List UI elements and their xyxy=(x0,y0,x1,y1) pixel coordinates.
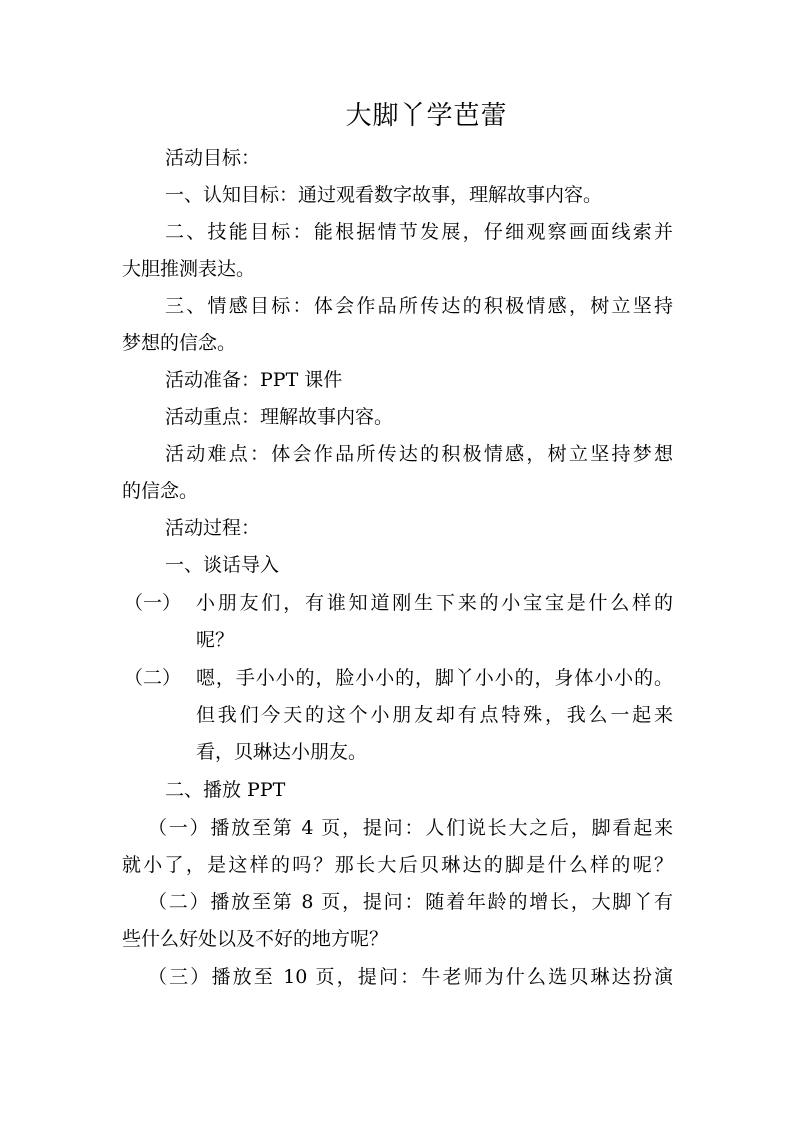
part1-item2-line3: 看，贝琳达小朋友。 xyxy=(196,741,368,763)
goal-skill-line1: 二、技能目标：能根据情节发展，仔细观察画面线索并 xyxy=(165,221,673,243)
part1-item2-line2: 但我们今天的这个小朋友却有点特殊，我么一起来 xyxy=(196,704,673,726)
part2-item2-line2: 些什么好处以及不好的地方呢？ xyxy=(122,928,389,950)
part1-item1-line1: 小朋友们，有谁知道刚生下来的小宝宝是什么样的 xyxy=(196,592,673,614)
part1-item2-number: （二） xyxy=(124,667,182,689)
part2-item1-line1: （一）播放至第 4 页，提问：人们说长大之后，脚看起来 xyxy=(148,817,673,839)
part2-heading: 二、播放 PPT xyxy=(165,779,286,801)
activity-difficulty-line1: 活动难点：体会作品所传达的积极情感，树立坚持梦想 xyxy=(165,443,673,465)
activity-key-point: 活动重点：理解故事内容。 xyxy=(165,406,394,428)
activity-preparation: 活动准备：PPT 课件 xyxy=(165,369,343,391)
activity-difficulty-line2: 的信念。 xyxy=(122,480,199,502)
part1-item2-line1: 嗯，手小小的，脸小小的，脚丫小小的，身体小小的。 xyxy=(196,667,673,689)
process-heading: 活动过程： xyxy=(165,517,261,539)
goals-heading: 活动目标： xyxy=(165,147,261,169)
goal-cognitive: 一、认知目标：通过观看数字故事，理解故事内容。 xyxy=(165,184,603,206)
part1-heading: 一、谈话导入 xyxy=(165,554,280,576)
part1-item1-number: （一） xyxy=(124,592,182,614)
goal-emotion-line2: 梦想的信念。 xyxy=(122,332,237,354)
goal-emotion-line1: 三、情感目标：体会作品所传达的积极情感，树立坚持 xyxy=(165,295,673,317)
document-title: 大脚丫学芭蕾 xyxy=(345,101,508,131)
part2-item2-line1: （二）播放至第 8 页，提问：随着年龄的增长，大脚丫有 xyxy=(148,891,673,913)
part2-item1-line2: 就小了，是这样的吗？那长大后贝琳达的脚是什么样的呢？ xyxy=(122,854,673,876)
goal-skill-line2: 大胆推测表达。 xyxy=(122,258,256,280)
part2-item3-line1: （三）播放至 10 页，提问：牛老师为什么选贝琳达扮演 xyxy=(148,966,673,988)
part1-item1-line2: 呢？ xyxy=(196,629,235,651)
